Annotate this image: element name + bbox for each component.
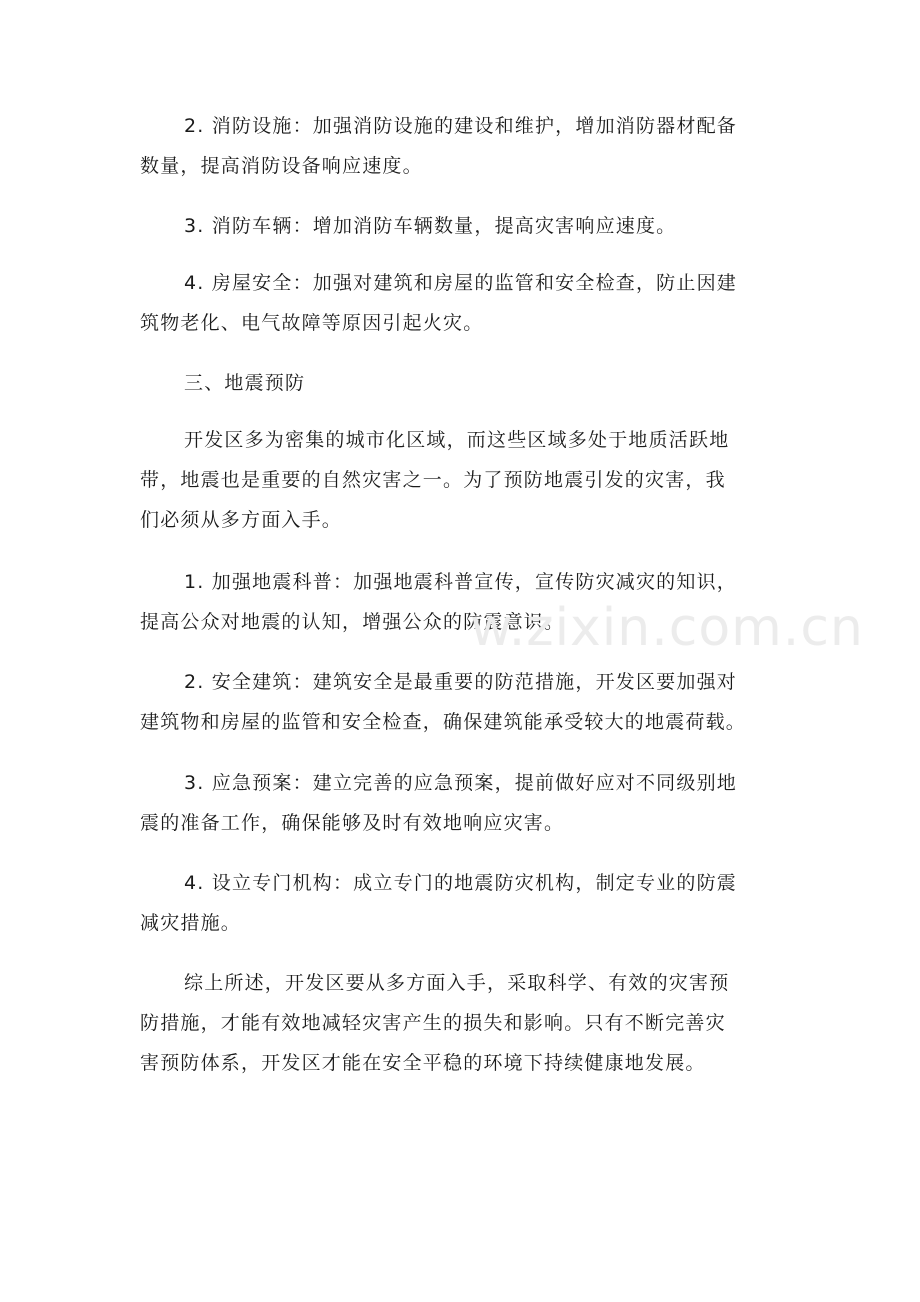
text-line: 综上所述，开发区要从多方面入手，采取科学、有效的灾害预 [184,972,730,994]
text-line: 减灾措施。 [140,912,242,934]
paragraph-safe-buildings [140,662,790,742]
text-line: 害预防体系，开发区才能在安全平稳的环境下持续健康地发展。 [140,1052,706,1074]
text-line: 提高公众对地震的认知，增强公众的防震意识。 [140,611,565,633]
text-line: 建筑物和房屋的监管和安全检查，确保建筑能承受较大的地震荷载。 [140,711,747,733]
text-line: 们必须从多方面入手。 [140,509,343,531]
paragraph-fire-facilities [140,106,790,186]
text-line: 防措施，才能有效地减轻灾害产生的损失和影响。只有不断完善灾 [140,1012,726,1034]
paragraph-conclusion [140,963,790,1083]
paragraph-housing-safety [140,263,790,343]
paragraph-fire-vehicles [140,206,790,246]
text-line: 4. 房屋安全：加强对建筑和房屋的监管和安全检查，防止因建 [184,272,737,294]
paragraph-emergency-plan [140,763,790,843]
text-line: 带，地震也是重要的自然灾害之一。为了预防地震引发的灾害，我 [140,469,726,491]
text-line: 2. 安全建筑：建筑安全是最重要的防范措施，开发区要加强对 [184,671,737,693]
text-line: 2. 消防设施：加强消防设施的建设和维护，增加消防器材配备 [184,115,737,137]
text-line: 1. 加强地震科普：加强地震科普宣传，宣传防灾减灾的知识， [184,571,737,593]
watermark: w.zixin.com.cn [470,598,864,658]
text-line: 数量，提高消防设备响应速度。 [140,155,423,177]
section-heading: 三、地震预防 [184,372,306,394]
paragraph-earthquake-intro [140,420,790,540]
text-line: 开发区多为密集的城市化区域，而这些区域多处于地质活跃地 [184,429,730,451]
text-line: 3. 消防车辆：增加消防车辆数量，提高灾害响应速度。 [184,215,677,237]
text-line: 3. 应急预案：建立完善的应急预案，提前做好应对不同级别地 [184,772,737,794]
text-line: 4. 设立专门机构：成立专门的地震防灾机构，制定专业的防震 [184,872,737,894]
paragraph-dedicated-agency [140,863,790,943]
text-line: 筑物老化、电气故障等原因引起火灾。 [140,312,484,334]
paragraph-earthquake-education [140,562,790,642]
text-line: 震的准备工作，确保能够及时有效地响应灾害。 [140,812,565,834]
